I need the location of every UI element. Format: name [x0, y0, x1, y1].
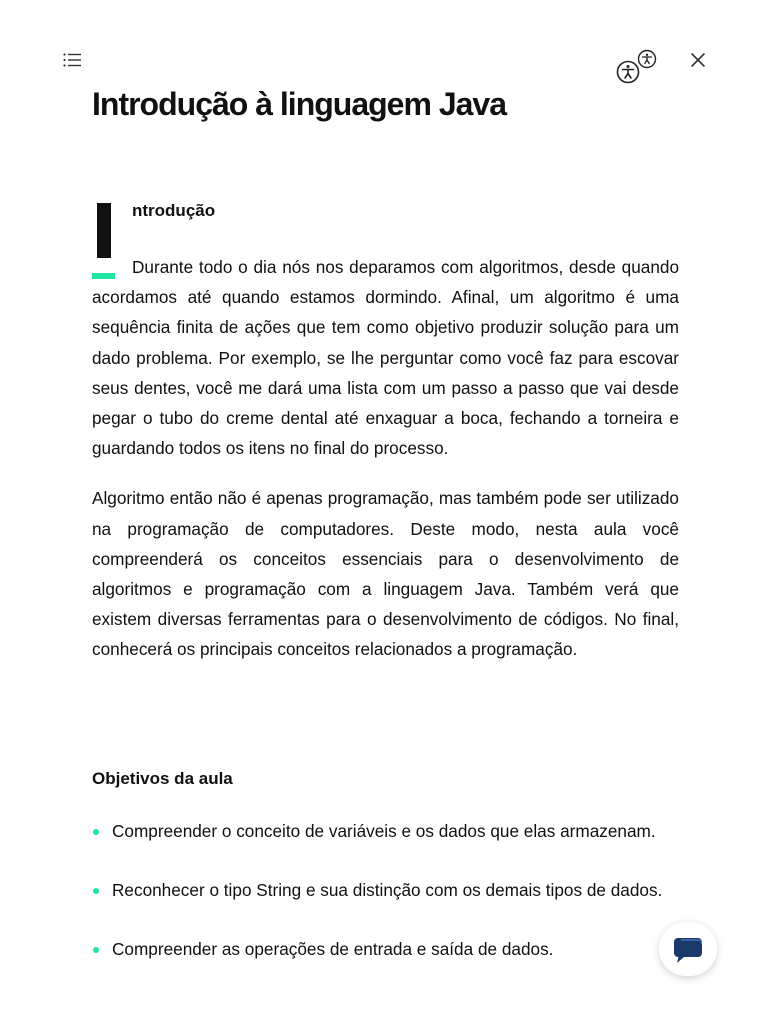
intro-heading: ntrodução — [132, 201, 216, 220]
chat-bubble-icon — [672, 935, 704, 965]
objectives-section — [92, 768, 692, 997]
objective-text: Reconhecer o tipo String e sua distinção com os demais tipos de dados. — [112, 880, 663, 900]
bullet-icon — [93, 947, 99, 953]
objectives-title: Objetivos da aula — [92, 769, 233, 788]
objectives-list — [92, 820, 692, 960]
list-item — [92, 938, 692, 960]
dropcap-bar — [97, 203, 111, 258]
article-body — [92, 200, 679, 685]
list-icon[interactable] — [62, 50, 82, 70]
bullet-icon — [93, 829, 99, 835]
objective-text: Compreender as operações de entrada e saída de dados. — [112, 939, 554, 959]
page-title: Introdução à linguagem Java — [92, 86, 506, 122]
list-item — [92, 820, 692, 842]
paragraph-1: Durante todo o dia nós nos deparamos com algoritmos, desde quando acordamos até quando estamos dormindo. Afinal, um algoritmo é uma sequência finita de ações que tem como objetivo produzir solução para um dado problema. Por exemplo, se lhe perguntar como você faz para escovar seus dentes, você me dará uma lista com um passo a passo que vai desde pegar o tubo do creme dental até enxaguar a boca, fechando a torneira e guardando todos os itens no final do processo. — [92, 257, 679, 459]
list-item — [92, 879, 692, 901]
objective-text: Compreender o conceito de variáveis e os dados que elas armazenam. — [112, 821, 656, 841]
dropcap-accent — [92, 273, 115, 279]
bullet-icon — [93, 888, 99, 894]
close-icon[interactable] — [688, 50, 708, 70]
accessibility-icon[interactable] — [612, 46, 660, 88]
dropcap-letter — [92, 200, 132, 280]
paragraph-2: Algoritmo então não é apenas programação, mas também pode ser utilizado na programação de computadores. Deste modo, nesta aula você compreenderá os conceitos essenciais para o desenvolvimento de algoritmos e programação com a linguagem Java. Também verá que existem diversas ferramentas para o desenvolvimento de códigos. No final, conhecerá os principais conceitos relacionados a programação. — [92, 488, 679, 660]
chat-button[interactable] — [659, 922, 717, 976]
